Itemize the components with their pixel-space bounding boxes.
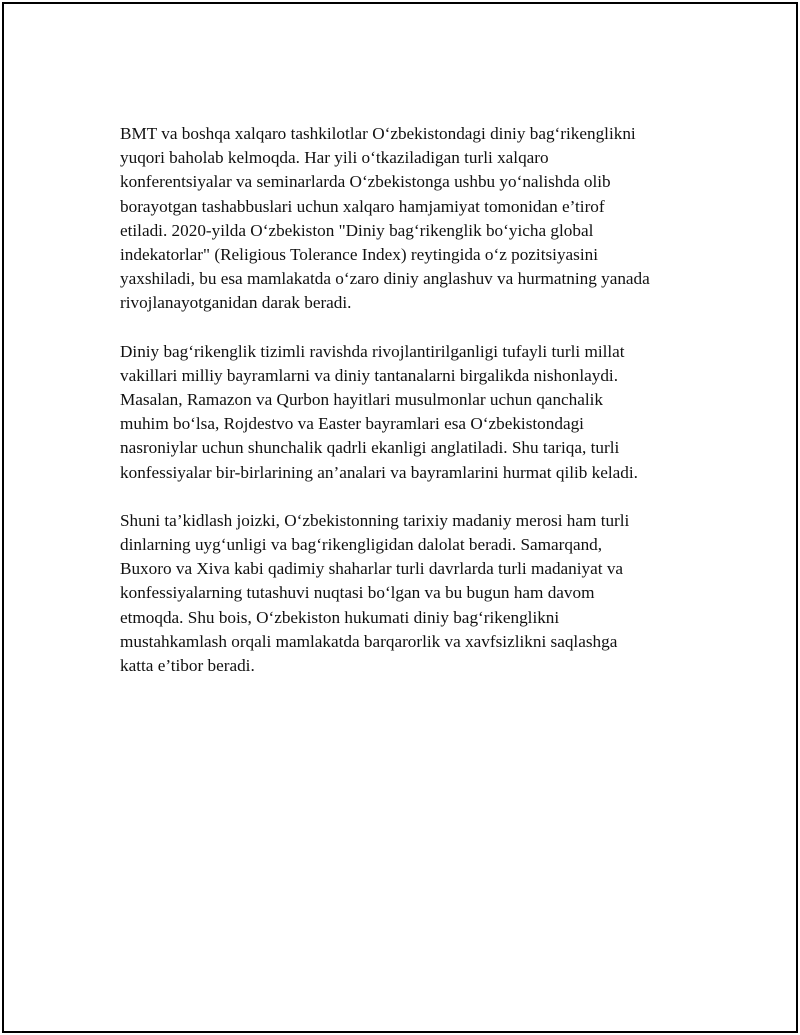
text-line: konfessiyalarning tutashuvi nuqtasi bo‘lgan va bu bugun ham davom bbox=[120, 583, 595, 603]
text-line: etmoqda. Shu bois, O‘zbekiston hukumati diniy bag‘rikenglikni bbox=[120, 607, 560, 627]
text-line: yaxshiladi, bu esa mamlakatda o‘zaro diniy anglashuv va hurmatning yanada bbox=[120, 269, 650, 289]
text-line: BMT va boshqa xalqaro tashkilotlar O‘zbekistondagi diniy bag‘rikenglikni bbox=[120, 124, 636, 143]
text-line: borayotgan tashabbuslari uchun xalqaro hamjamiyat tomonidan e’tirof bbox=[120, 196, 605, 216]
text-line: nasroniylar uchun shunchalik qadrli ekanligi anglatiladi. Shu tariqa, turli bbox=[120, 438, 620, 458]
text-line: Shuni ta’kidlash joizki, O‘zbekistonning tarixiy madaniy merosi ham turli bbox=[120, 510, 630, 530]
text-line: rivojlanayotganidan darak beradi. bbox=[120, 293, 352, 313]
text-line: mustahkamlash orqali mamlakatda barqarorlik va xavfsizlikni saqlashga bbox=[120, 631, 618, 651]
text-line: konferentsiyalar va seminarlarda O‘zbekistonga ushbu yo‘nalishda olib bbox=[120, 172, 611, 192]
text-line: katta e’tibor beradi. bbox=[120, 656, 255, 676]
paragraph-1 bbox=[120, 122, 700, 316]
paragraph-2 bbox=[120, 340, 700, 485]
text-line: muhim bo‘lsa, Rojdestvo va Easter bayramlari esa O‘zbekistondagi bbox=[120, 414, 584, 434]
text-line: Buxoro va Xiva kabi qadimiy shaharlar turli davrlarda turli madaniyat va bbox=[120, 559, 624, 579]
document-page bbox=[2, 2, 798, 1033]
text-line: Diniy bag‘rikenglik tizimli ravishda rivojlantirilganligi tufayli turli millat bbox=[120, 341, 625, 361]
text-line: yuqori baholab kelmoqda. Har yili o‘tkaziladigan turli xalqaro bbox=[120, 148, 549, 168]
document-body bbox=[120, 122, 700, 702]
text-line: etiladi. 2020-yilda O‘zbekiston "Diniy bag‘rikenglik bo‘yicha global bbox=[120, 220, 594, 240]
paragraph-3 bbox=[120, 509, 700, 678]
text-line: dinlarning uyg‘unligi va bag‘rikengligidan dalolat beradi. Samarqand, bbox=[120, 535, 603, 555]
text-line: indekatorlar" (Religious Tolerance Index) reytingida o‘z pozitsiyasini bbox=[120, 245, 599, 265]
text-line: vakillari milliy bayramlarni va diniy tantanalarni birgalikda nishonlaydi. bbox=[120, 365, 618, 385]
text-line: konfessiyalar bir-birlarining an’analari va bayramlarini hurmat qilib keladi. bbox=[120, 462, 638, 482]
text-line: Masalan, Ramazon va Qurbon hayitlari musulmonlar uchun qanchalik bbox=[120, 390, 604, 410]
